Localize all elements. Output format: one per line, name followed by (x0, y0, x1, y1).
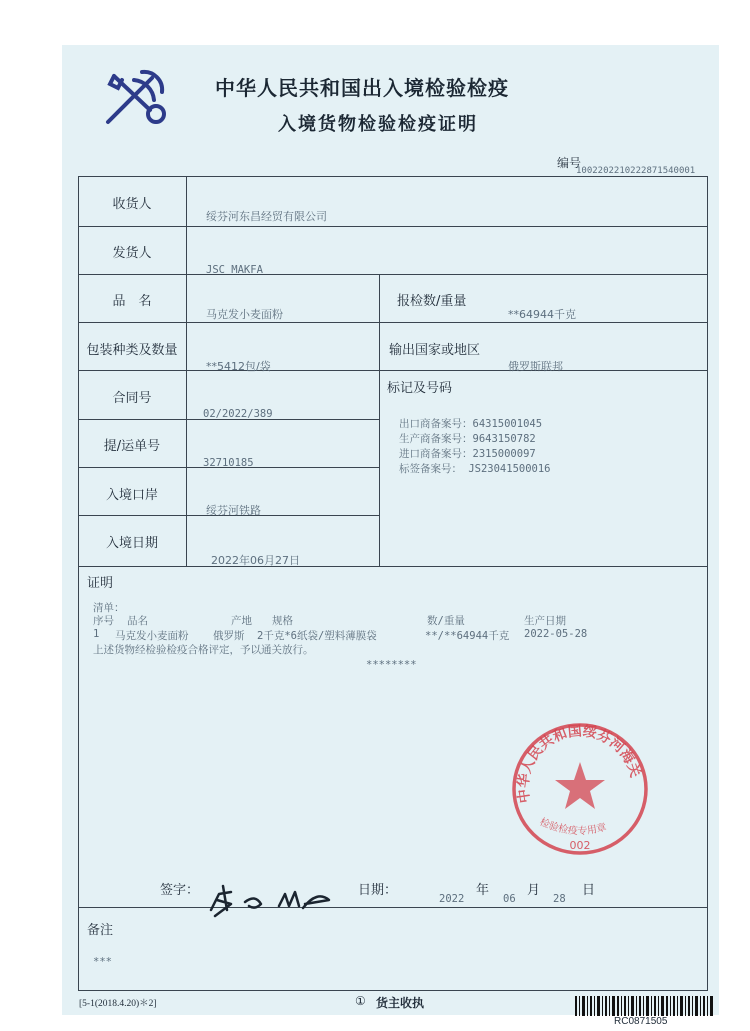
port-label: 入境口岸 (105, 488, 158, 503)
column-header: 数/重量 (427, 615, 465, 627)
consignee-label: 收货人 (112, 197, 152, 212)
certificate-label: 证明 (87, 576, 114, 591)
list-label: 清单： (93, 602, 125, 614)
copy-label: 货主收执 (376, 996, 425, 1010)
grid-line (78, 274, 708, 275)
column-header: 生产日期 (524, 615, 566, 627)
official-seal-stamp (505, 718, 655, 860)
grid-line (78, 226, 708, 227)
customs-emblem-icon (100, 66, 170, 128)
marks-line: 生产商备案号：9643150782 (399, 433, 536, 445)
column-header: 序号 (93, 615, 114, 627)
remarks-value: *** (93, 956, 112, 968)
handwritten-signature (205, 880, 335, 920)
grid-line (78, 176, 708, 177)
package-value: **5412包/袋 (206, 360, 271, 373)
bill-label: 提/运单号 (103, 439, 161, 454)
month-label: 月 (527, 883, 541, 898)
grid-line (379, 274, 380, 566)
goods-value: 马克发小麦面粉 (206, 308, 283, 321)
grid-line (78, 322, 708, 323)
list-cell: **/**64944千克 (425, 630, 510, 642)
copy-marker: ① (355, 994, 366, 1008)
list-cell: 俄罗斯 (213, 630, 245, 642)
sign-year: 2022 (439, 893, 465, 905)
svg-text:检验检疫专用章 (538, 815, 608, 837)
contract-label: 合同号 (112, 391, 152, 406)
qty-label: 报检数/重量 (397, 294, 467, 309)
contract-value: 02/2022/389 (203, 408, 273, 420)
date-label: 入境日期 (105, 536, 158, 551)
list-cell: 2022-05-28 (524, 628, 588, 640)
qty-value: **64944千克 (508, 308, 576, 321)
remarks-label: 备注 (87, 923, 114, 938)
list-cell: 马克发小麦面粉 (115, 630, 189, 642)
package-label: 包装种类及数量 (86, 343, 178, 358)
document-title-line1: 中华人民共和国出入境检验检疫 (215, 76, 509, 100)
consignor-label: 发货人 (112, 246, 152, 261)
grid-line (78, 370, 708, 371)
grid-line (78, 566, 708, 567)
certificate-statement: 上述货物经检验检疫合格评定，予以通关放行。 (93, 644, 314, 656)
marks-line: 出口商备案号：64315001045 (399, 418, 543, 430)
grid-line (78, 907, 708, 908)
barcode (575, 996, 715, 1016)
sign-date-label: 日期： (358, 883, 398, 898)
seal-sub-text: 检验检疫专用章 (537, 816, 608, 838)
column-header: 产地 (231, 615, 252, 627)
column-header: 规格 (272, 615, 293, 627)
seal-text: 中华人民共和国绥芬河海关 (515, 723, 644, 804)
marks-label: 标记及号码 (387, 381, 453, 396)
consignee-value: 绥芬河东昌经贸有限公司 (206, 210, 327, 223)
column-header: 品名 (127, 615, 148, 627)
certificate-stars: ******** (366, 659, 417, 671)
port-value: 绥芬河铁路 (206, 504, 261, 517)
certificate-paper (62, 45, 719, 1015)
date-value: 2022年06月27日 (211, 554, 300, 567)
origin-value: 俄罗斯联邦 (508, 360, 563, 373)
sign-day: 28 (553, 893, 566, 905)
grid-line (707, 176, 708, 991)
sign-label: 签字： (160, 883, 200, 898)
grid-line (186, 176, 187, 566)
year-label: 年 (476, 883, 490, 898)
list-cell: 1 (93, 628, 100, 640)
form-code: [5-1(2018.4.20)＊2] (79, 999, 157, 1009)
serial-number: 1002202210222871540001 (576, 166, 696, 176)
barcode-number: RC0871505 (614, 1016, 668, 1027)
document-title-line2: 入境货物检验检疫证明 (278, 114, 478, 135)
bill-value: 32710185 (203, 457, 254, 469)
marks-line: 标签备案号： JS23041500016 (399, 463, 551, 475)
day-label: 日 (582, 883, 596, 898)
serial-label: 编号 (557, 156, 582, 170)
grid-line (78, 990, 708, 991)
seal-code: 002 (569, 839, 591, 852)
marks-line: 进口商备案号：2315000097 (399, 448, 536, 460)
goods-label: 品 名 (112, 294, 152, 309)
origin-label: 输出国家或地区 (389, 343, 481, 358)
consignor-value: JSC MAKFA (206, 264, 263, 276)
list-cell: 2千克*6纸袋/塑料薄膜袋 (257, 630, 377, 642)
sign-month: 06 (503, 893, 516, 905)
